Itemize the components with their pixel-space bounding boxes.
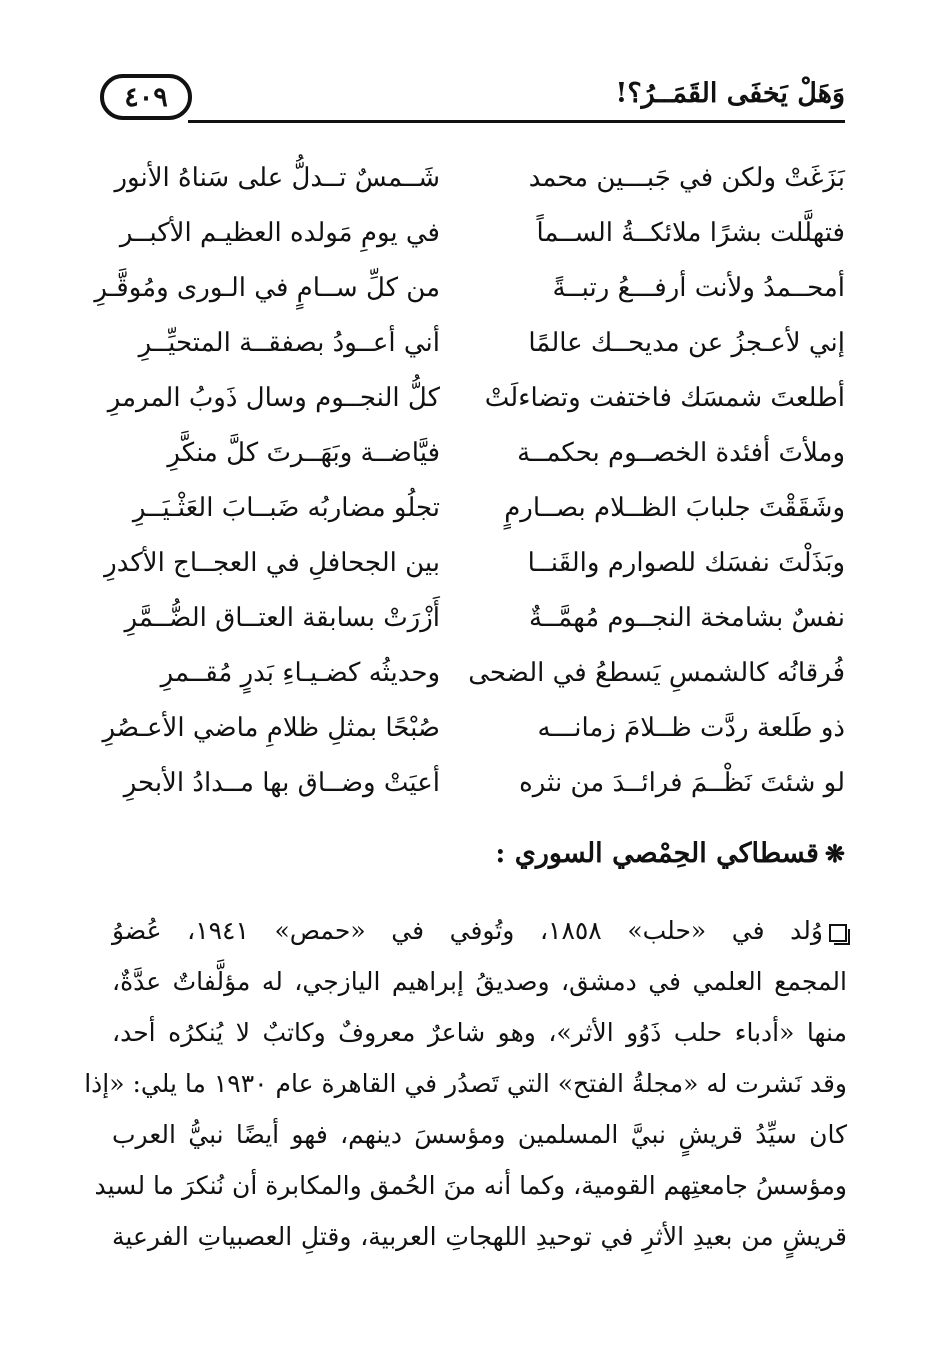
hemistich-first: وشَقَقْتَ جلبابَ الظــلام بصــارمٍ: [504, 493, 845, 523]
hemistich-first: نفسٌ بشامخة النجــوم مُهمَّــةٌ: [529, 603, 845, 633]
verse: [94, 260, 845, 316]
hemistich-second: شَــمسٌ تــدلُّ على سَناهُ الأنور: [114, 163, 440, 193]
hemistich-first: فُرقانُه كالشمسِ يَسطعُ في الضحى: [468, 658, 845, 688]
hemistich-first: أطلعتَ شمسَك فاختفت وتضاءلَتْ: [484, 383, 845, 413]
verse: [100, 700, 845, 756]
hemistich-first: ذو طَلعة ردَّت ظــلامَ زمانـــه: [537, 713, 845, 743]
paragraph-line: [112, 905, 847, 956]
biography-paragraph: [84, 905, 847, 1262]
section-heading-text: قسطاكي الحِمْصي السوري :: [495, 838, 819, 869]
paragraph-line-text: وُلد في «حلب» ١٨٥٨، وتُوفي في «حمص» ١٩٤١، عُضوُ: [112, 916, 823, 945]
paragraph-line: قريشٍ من بعيدِ الأثرِ في توحيدِ اللهجاتِ العربية، وقتلِ العصبياتِ الفرعية: [112, 1222, 847, 1251]
hemistich-second: وحديثُه كضـيـاءِ بَدرٍ مُقــمرِ: [160, 658, 440, 688]
hemistich-first: أمحــمدُ ولأنت أرفـــعُ رتبــةً: [552, 273, 845, 303]
star-icon: ❋: [824, 839, 845, 868]
verse: [100, 425, 845, 481]
verse: [100, 370, 845, 426]
verse: [100, 205, 845, 261]
hemistich-first: بَزَغَتْ ولكن في جَبـــين محمد: [528, 163, 845, 193]
hemistich-first: وبَذَلْتَ نفسَك للصوارم والقَنــا: [527, 548, 845, 578]
section-heading: [100, 838, 845, 869]
paragraph-line: وقد نَشرت له «مجلةُ الفتح» التي تَصدُر في القاهرة عام ١٩٣٠ ما يلي: «إذا: [84, 1069, 847, 1098]
hemistich-first: وملأتَ أفئدة الخصــوم بحكمــة: [517, 438, 845, 468]
poem: [94, 150, 845, 810]
paragraph-line: ومؤسسُ جامعتِهم القومية، وكما أنه منَ الحُمق والمكابرة أن نُنكرَ ما لسيد: [94, 1171, 847, 1200]
page-header: [100, 74, 845, 130]
verse: [100, 645, 845, 701]
verse: [100, 480, 845, 536]
paragraph-line: منها «أدباء حلب ذَوُو الأثر»، وهو شاعرٌ معروفٌ وكاتبٌ لا يُنكرُه أحد،: [112, 1018, 847, 1047]
paragraph-line: كان سيِّدُ قريشٍ نبيَّ المسلمين ومؤسسَ دينهم، فهو أيضًا نبيُّ العرب: [112, 1120, 847, 1149]
hemistich-second: من كلِّ ســامٍ في الـورى ومُوقَّـرِ: [94, 273, 440, 303]
hemistich-second: صُبْحًا بمثلِ ظلامِ ماضي الأعـصُرِ: [102, 713, 440, 743]
header-rule: [188, 120, 845, 123]
hemistich-second: أني أعــودُ بصفقــة المتحيِّــرِ: [138, 328, 440, 358]
verse: [100, 755, 845, 811]
verse: [100, 535, 845, 591]
verse: [100, 315, 845, 371]
hemistich-second: في يومِ مَولده العظيـم الأكبــر: [119, 218, 440, 248]
square-bullet-icon: [829, 924, 847, 942]
paragraph-line: المجمع العلمي في دمشق، وصديقُ إبراهيم اليازجي، له مؤلَّفاتٌ عدَّةٌ،: [112, 967, 847, 996]
hemistich-second: كلُّ النجــوم وسال ذَوبُ المرمرِ: [107, 383, 440, 413]
hemistich-second: تجلُو مضاربُه ضَبــابَ العَثْـيَــرِ: [132, 493, 440, 523]
verse: [100, 150, 845, 206]
page-number: ٤٠٩: [100, 74, 192, 120]
hemistich-second: بين الجحافلِ في العجــاج الأكدرِ: [104, 548, 440, 578]
hemistich-first: فتهلَّلت بشرًا ملائكــةُ الســماً: [536, 218, 845, 248]
hemistich-first: إني لأعـجزُ عن مديحــك عالمًا: [528, 328, 845, 358]
hemistich-second: أعيَتْ وضــاق بها مــدادُ الأبحرِ: [123, 768, 440, 798]
running-title: وَهَلْ يَخفَى القَمَــرُ؟!: [615, 78, 845, 109]
hemistich-second: فيَّاضــة وبَهَــرتَ كلَّ منكَّرِ: [167, 438, 440, 468]
verse: [100, 590, 845, 646]
hemistich-second: أَزْرَتْ بسابقة العتــاق الضُّــمَّرِ: [124, 603, 440, 633]
hemistich-first: لو شئتَ نَظْــمَ فرائــدَ من نثره: [519, 768, 845, 798]
